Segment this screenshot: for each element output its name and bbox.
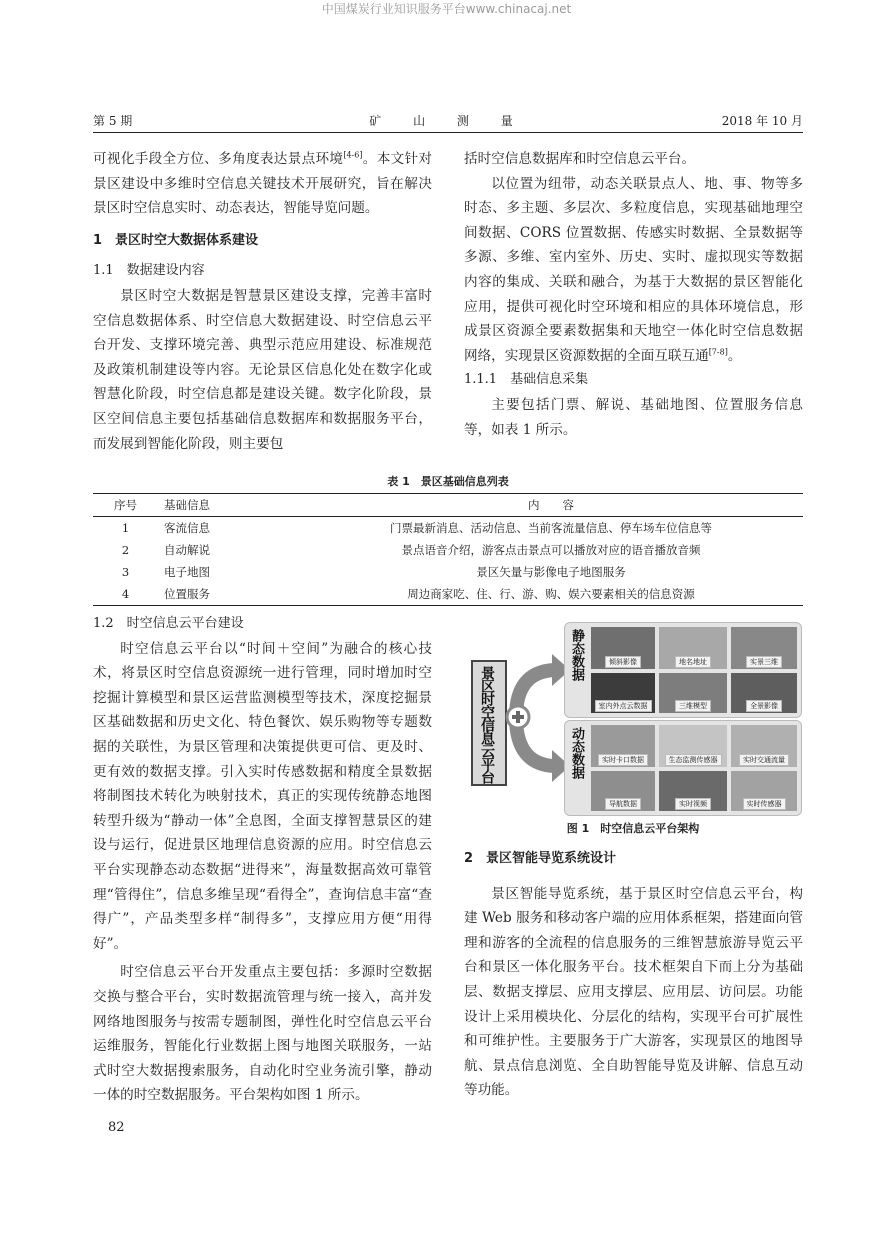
paragraph: 时空信息云平台开发重点主要包括：多源时空数据交换与整合平台，实时数据流管理与统一接入，高并发网络地图服务与按需专题制图，弹性化时空信息云平台运维服务，智能化行业数据上图与地图关联服务，一站式时空大数据搜索服务，自动化时空业务流引擎，静动一体的时空数据服务。平台架构如图 1 所示。 bbox=[93, 964, 432, 1104]
journal-name: 矿 山 测 量 bbox=[369, 114, 527, 128]
column-header: 基础信息 bbox=[158, 494, 299, 517]
table-header-row bbox=[93, 494, 803, 517]
section-heading: 2 景区智能导览系统设计 bbox=[464, 851, 617, 866]
figure-caption: 图 1 时空信息云平台架构 bbox=[566, 822, 700, 835]
table-cell: 景区矢量与影像电子地图服务 bbox=[476, 565, 626, 579]
dynamic-data-panel bbox=[564, 720, 802, 816]
paragraph: 景区智能导览系统，基于景区时空信息云平台，构建 Web 服务和移动客户端的应用体系框架，搭建面向管理和游客的全流程的信息服务的三维智慧旅游导览云平台和景区一体化服务平台。技术框架自下而上分为基础层、数据支撑层、应用支撑层、应用层、访问层。功能设计上采用模块化、分层化的结构，实现平台可扩展性和可维护性。主要服务于广大游客，实现景区的地图导航、景点信息浏览、全自助智能导览及讲解、信息互动等功能。 bbox=[464, 885, 803, 1099]
page-number: 82 bbox=[108, 1120, 125, 1135]
citation: [7-8] bbox=[708, 347, 728, 357]
paragraph: 可视化手段全方位、多角度表达景点环境[4-6]。本文针对景区建设中多维时空信息关键技术开展研究，旨在解决景区时空信息实时、动态表达，智能导览问题。 bbox=[93, 150, 433, 217]
image-tile bbox=[731, 627, 797, 669]
image-tile bbox=[591, 771, 655, 811]
table-row bbox=[93, 561, 803, 583]
image-tile bbox=[659, 771, 727, 811]
image-tile bbox=[659, 725, 727, 767]
left-column-bottom bbox=[93, 612, 432, 1108]
tile-label: 实时传感器 bbox=[743, 798, 786, 810]
header-rule bbox=[93, 132, 803, 133]
tile-label: 实时卡口数据 bbox=[598, 754, 648, 766]
right-column-bottom bbox=[464, 847, 803, 1103]
table-cell: 客流信息 bbox=[164, 521, 210, 535]
right-column-top bbox=[464, 147, 803, 442]
paragraph: 括时空信息数据库和时空信息云平台。 bbox=[464, 151, 696, 167]
subsubsection-heading: 1.1.1 基础信息采集 bbox=[464, 372, 589, 388]
tile-label: 倾斜影像 bbox=[605, 656, 641, 668]
issue-label: 第 5 期 bbox=[93, 114, 133, 128]
image-tile bbox=[731, 771, 797, 811]
paragraph: 时空信息云平台以“时间＋空间”为融合的核心技术，将景区时空信息资源统一进行管理，同时增加时空挖掘计算模型和景区运营监测模型等技术，深度挖掘景区基础数据和历史文化、特色餐饮、娱乐购物等专题数据的关联性，为景区管理和决策提供更可信、更及时、更有效的数据支撑。引入实时传感数据和精度全景数据将制图技术转化为映射技术，真正的实现传统静态地图转型升级为“静动一体”全息图，全面支撑智慧景区的建设与运行，促进景区地理信息资源的应用。时空信息云平台实现静态动态数据“进得来”，海量数据高效可靠管理“管得住”，信息多维呈现“看得全”，查询信息丰富“查得广”，产品类型多样“制得多”，支撑应用方便“用得好”。 bbox=[93, 640, 432, 952]
citation: [4-6] bbox=[343, 150, 363, 160]
tile-label: 全景影像 bbox=[746, 700, 782, 712]
tile-label: 生态监测传感器 bbox=[665, 754, 722, 766]
image-tile bbox=[731, 725, 797, 767]
tile-label: 实时交通流量 bbox=[739, 754, 789, 766]
platform-label: 景区时空信息云平台 bbox=[479, 666, 495, 783]
image-tile bbox=[591, 673, 655, 713]
table-caption: 表 1 景区基础信息列表 bbox=[387, 475, 509, 488]
tile-label: 三维模型 bbox=[675, 700, 711, 712]
tile-label: 地名地址 bbox=[675, 656, 711, 668]
table-cell: 位置服务 bbox=[158, 583, 299, 606]
table-1 bbox=[93, 493, 803, 606]
table-row bbox=[93, 539, 803, 561]
dynamic-data-label: 动态数据 bbox=[569, 727, 584, 779]
platform-box bbox=[471, 660, 507, 786]
left-column-top bbox=[93, 147, 432, 456]
column-header: 序号 bbox=[93, 494, 158, 517]
running-header bbox=[93, 112, 803, 132]
tile-label: 实景三维 bbox=[746, 656, 782, 668]
image-tile bbox=[659, 673, 727, 713]
table-row bbox=[93, 517, 803, 540]
section-heading: 1 景区时空大数据体系建设 bbox=[93, 232, 259, 248]
image-tile bbox=[591, 627, 655, 669]
image-tile bbox=[659, 627, 727, 669]
subsection-heading: 1.1 数据建设内容 bbox=[93, 263, 205, 279]
tile-label: 室内外点云数据 bbox=[595, 700, 652, 712]
table-cell: 景点语音介绍，游客点击景点可以播放对应的语音播放音频 bbox=[401, 543, 701, 557]
table-cell: 3 bbox=[121, 565, 130, 579]
paragraph: 主要包括门票、解说、基础地图、位置服务信息等，如表 1 所示。 bbox=[464, 396, 803, 438]
table-cell: 自动解说 bbox=[164, 543, 210, 557]
issue-date: 2018 年 10 月 bbox=[721, 114, 803, 128]
tile-label: 实时视频 bbox=[675, 798, 711, 810]
figure-1 bbox=[466, 622, 800, 814]
table-cell: 1 bbox=[121, 521, 130, 535]
subsection-heading: 1.2 时空信息云平台建设 bbox=[93, 616, 244, 631]
image-tile bbox=[591, 725, 655, 767]
table-cell: 门票最新消息、活动信息、当前客流量信息、停车场车位信息等 bbox=[390, 521, 712, 535]
table-row bbox=[93, 583, 803, 606]
column-header: 内 容 bbox=[299, 494, 803, 517]
image-tile bbox=[731, 673, 797, 713]
table-cell: 2 bbox=[121, 543, 130, 557]
watermark: 中国煤炭行业知识服务平台www.chinacaj.net bbox=[321, 2, 572, 16]
paragraph: 景区时空大数据是智慧景区建设支撑，完善丰富时空信息数据体系、时空信息大数据建设、时空信息云平台开发、支撑环境完善、典型示范应用建设、标准规范及政策机制建设等内容。无论景区信息化处在数字化或智慧化阶段，时空信息都是建设关键。数字化阶段，景区空间信息主要包括基础信息数据库和数据服务平台，而发展到智能化阶段，则主要包 bbox=[93, 287, 432, 452]
paragraph: 以位置为纽带，动态关联景点人、地、事、物等多时态、多主题、多层次、多粒度信息，实现基础地理空间数据、CORS 位置数据、传感实时数据、全景数据等多源、多维、室内室外、历史、实时、虚拟现实等数据内容的集成、关联和融合，为基于大数据的景区智能化应用，提供可视化时空环境和相应的具体环境信息，形成景区资源全要素数据集和天地空一体化时空信息数据网络，实现景区资源数据的全面互联互通[7-8]。 bbox=[464, 175, 803, 364]
static-data-panel bbox=[564, 622, 802, 718]
static-data-label: 静态数据 bbox=[569, 629, 584, 681]
tile-label: 导航数据 bbox=[605, 798, 641, 810]
table-cell: 电子地图 bbox=[164, 565, 210, 579]
table-cell: 周边商家吃、住、行、游、购、娱六要素相关的信息资源 bbox=[299, 583, 803, 606]
table-cell: 4 bbox=[93, 583, 158, 606]
